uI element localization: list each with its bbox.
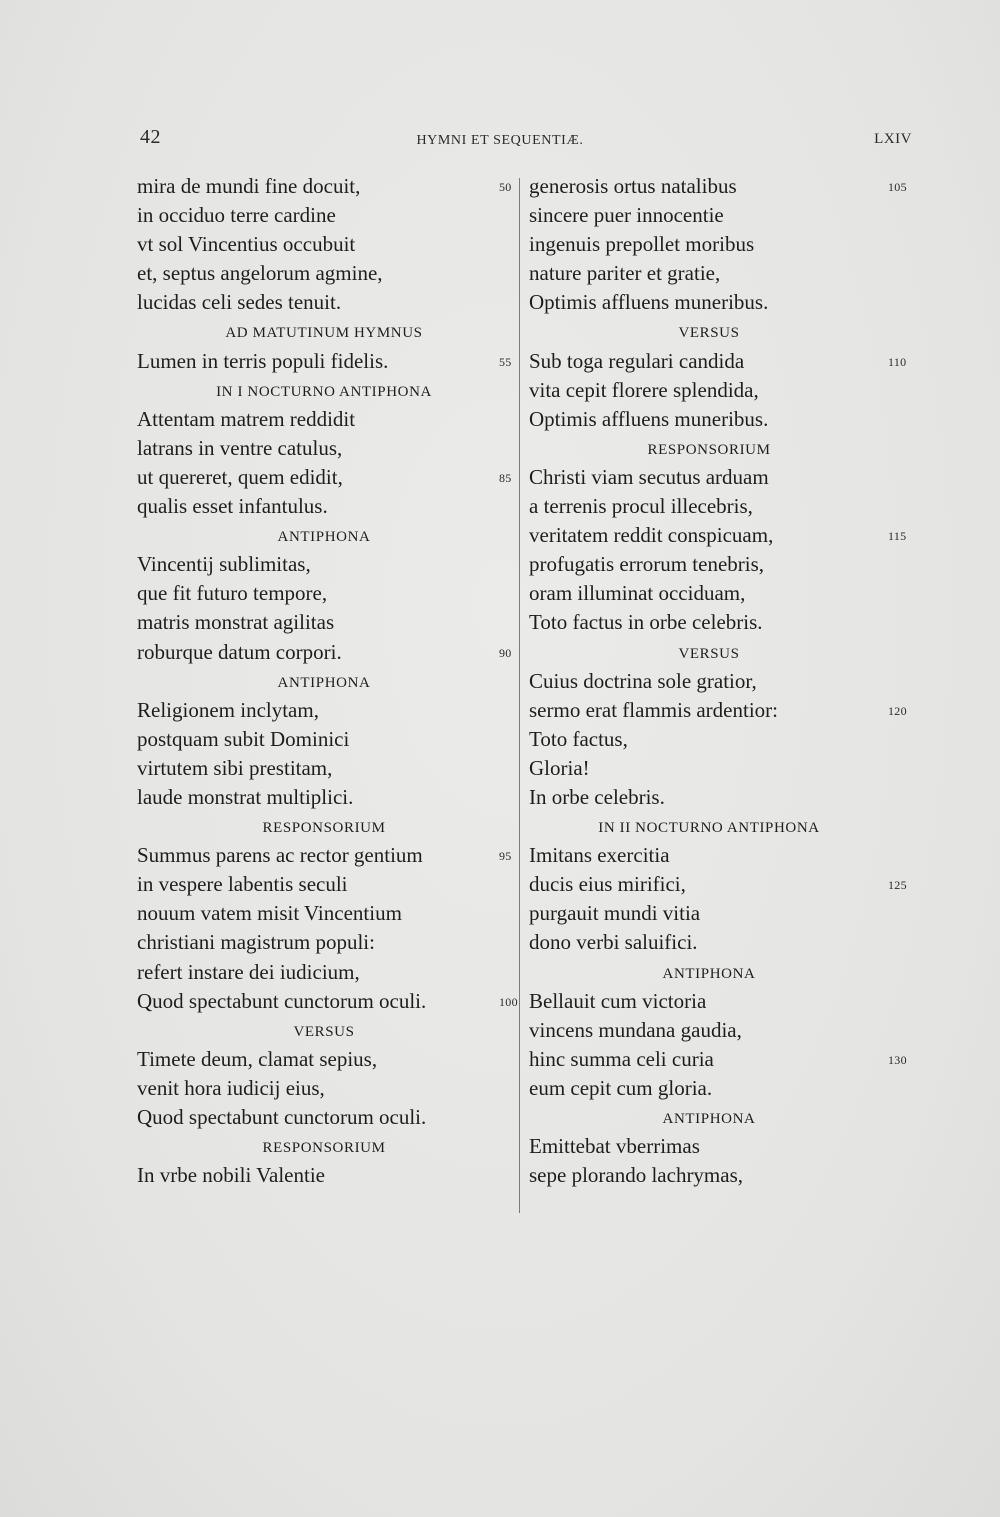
verse-line	[137, 928, 507, 957]
verse-line	[529, 521, 909, 550]
verse-text: Emittebat vberrimas	[529, 1134, 700, 1159]
right-column	[529, 172, 909, 1190]
section-heading	[137, 317, 507, 346]
verse-text: dono verbi saluifici.	[529, 930, 698, 955]
section-heading	[529, 958, 909, 987]
verse-line	[137, 347, 512, 376]
verse-line	[137, 1161, 507, 1190]
verse-line	[529, 347, 909, 376]
line-number: 95	[499, 849, 512, 864]
line-number: 125	[888, 878, 907, 893]
verse-line	[529, 928, 909, 957]
verse-line	[137, 550, 507, 579]
verse-line	[529, 1161, 909, 1190]
heading-text: RESPONSORIUM	[262, 820, 386, 837]
section-heading	[529, 317, 909, 346]
line-number: 110	[888, 354, 907, 369]
line-number: 55	[499, 354, 512, 369]
verse-line	[137, 259, 507, 288]
verse-text: ingenuis prepollet moribus	[529, 232, 755, 257]
verse-line	[529, 579, 909, 608]
verse-line	[137, 230, 507, 259]
heading-text: VERSUS	[678, 325, 740, 342]
section-heading	[529, 434, 909, 463]
line-number: 115	[888, 529, 907, 544]
verse-line	[529, 725, 909, 754]
verse-line	[529, 667, 909, 696]
verse-text: que fit futuro tempore,	[137, 581, 328, 606]
section-heading	[529, 1103, 909, 1132]
verse-line	[137, 608, 507, 637]
verse-line	[529, 550, 909, 579]
verse-text: Lumen in terris populi fidelis.	[137, 348, 389, 373]
section-heading	[529, 812, 909, 841]
verse-text: Toto factus in orbe celebris.	[529, 610, 763, 635]
verse-line	[529, 172, 909, 201]
verse-text: laude monstrat multiplici.	[137, 784, 354, 809]
verse-text: nouum vatem misit Vincentium	[137, 901, 402, 926]
verse-line	[137, 434, 507, 463]
verse-text: Summus parens ac rector gentium	[137, 843, 423, 868]
line-number: 90	[499, 645, 512, 660]
section-heading	[137, 521, 507, 550]
verse-text: In vrbe nobili Valentie	[137, 1163, 325, 1188]
verse-text: nature pariter et gratie,	[529, 261, 721, 286]
heading-text: RESPONSORIUM	[262, 1140, 386, 1157]
verse-line	[137, 492, 507, 521]
heading-text: RESPONSORIUM	[647, 441, 771, 458]
section-heading	[137, 376, 507, 405]
verse-text: profugatis errorum tenebris,	[529, 552, 765, 577]
verse-text: Toto factus,	[529, 726, 628, 751]
verse-line	[529, 405, 909, 434]
verse-line	[137, 1045, 507, 1074]
line-number: 100	[499, 994, 518, 1009]
verse-text: sincere puer innocentie	[529, 203, 724, 228]
verse-line	[137, 201, 507, 230]
verse-text: Bellauit cum victoria	[529, 988, 707, 1013]
verse-line	[137, 783, 507, 812]
running-title: HYMNI ET SEQUENTIÆ.	[416, 133, 584, 148]
verse-line	[529, 1045, 909, 1074]
verse-line	[529, 1132, 909, 1161]
verse-line	[529, 754, 909, 783]
verse-text: sermo erat flammis ardentior:	[529, 697, 778, 722]
heading-text: IN II NOCTURNO ANTIPHONA	[598, 820, 820, 837]
heading-text: IN I NOCTURNO ANTIPHONA	[216, 383, 432, 400]
verse-text: ducis eius mirifici,	[529, 872, 686, 897]
verse-text: Imitans exercitia	[529, 843, 670, 868]
verse-text: sepe plorando lachrymas,	[529, 1163, 744, 1188]
verse-line	[529, 870, 909, 899]
section-heading	[137, 667, 507, 696]
verse-text: vincens mundana gaudia,	[529, 1017, 742, 1042]
verse-text: Gloria!	[529, 755, 590, 780]
item-number: LXIV	[874, 131, 912, 147]
line-number: 105	[888, 180, 907, 194]
verse-text: Christi viam secutus arduam	[529, 464, 769, 489]
verse-text: hinc summa celi curia	[529, 1046, 714, 1071]
page-number: 42	[140, 126, 161, 148]
verse-text: purgauit mundi vitia	[529, 901, 701, 926]
verse-text: vita cepit florere splendida,	[529, 377, 759, 402]
verse-text: Religionem inclytam,	[137, 697, 319, 722]
verse-text: lucidas celi sedes tenuit.	[137, 290, 342, 315]
verse-line	[529, 288, 909, 317]
verse-line	[529, 1016, 909, 1045]
verse-text: Optimis affluens muneribus.	[529, 406, 769, 431]
heading-text: ANTIPHONA	[662, 1111, 756, 1127]
verse-line	[529, 259, 909, 288]
section-heading	[137, 1132, 507, 1161]
line-number: 120	[888, 703, 907, 718]
verse-text: in vespere labentis seculi	[137, 872, 348, 897]
verse-line	[529, 899, 909, 928]
verse-line	[137, 754, 507, 783]
verse-line	[529, 1074, 909, 1103]
section-heading	[137, 812, 507, 841]
verse-line	[137, 987, 518, 1016]
verse-text: venit hora iudicij eius,	[137, 1075, 325, 1100]
verse-text: virtutem sibi prestitam,	[137, 755, 333, 780]
verse-text: Optimis affluens muneribus.	[529, 290, 769, 315]
verse-line	[529, 376, 909, 405]
verse-line	[529, 841, 909, 870]
verse-text: mira de mundi fine docuit,	[137, 174, 361, 198]
verse-line	[529, 492, 909, 521]
verse-line	[137, 638, 512, 667]
verse-line	[137, 288, 507, 317]
verse-line	[529, 608, 909, 637]
verse-line	[137, 841, 512, 870]
verse-text: et, septus angelorum agmine,	[137, 261, 383, 286]
heading-text: AD MATUTINUM HYMNUS	[225, 325, 423, 342]
verse-text: Quod spectabunt cunctorum oculi.	[137, 988, 427, 1013]
line-number: 85	[499, 470, 512, 485]
verse-text: oram illuminat occiduam,	[529, 581, 746, 606]
verse-text: veritatem reddit conspicuam,	[529, 523, 774, 548]
verse-text: vt sol Vincentius occubuit	[137, 232, 356, 257]
verse-line	[137, 172, 512, 201]
verse-text: Attentam matrem reddidit	[137, 406, 356, 431]
verse-text: roburque datum corpori.	[137, 639, 342, 664]
verse-line	[529, 463, 909, 492]
verse-line	[137, 899, 507, 928]
verse-text: Sub toga regulari candida	[529, 348, 745, 373]
verse-line	[529, 230, 909, 259]
verse-text: christiani magistrum populi:	[137, 930, 375, 955]
verse-text: Vincentij sublimitas,	[137, 552, 311, 577]
verse-line	[529, 696, 909, 725]
verse-text: Cuius doctrina sole gratior,	[529, 668, 757, 693]
verse-line	[137, 696, 507, 725]
verse-line	[137, 958, 507, 987]
verse-line	[529, 201, 909, 230]
section-heading	[529, 638, 909, 667]
heading-text: VERSUS	[678, 645, 740, 662]
verse-text: postquam subit Dominici	[137, 726, 350, 751]
verse-line	[137, 725, 507, 754]
verse-text: qualis esset infantulus.	[137, 494, 328, 519]
verse-line	[137, 1074, 507, 1103]
verse-text: generosis ortus natalibus	[529, 174, 737, 198]
verse-line	[529, 987, 909, 1016]
verse-text: In orbe celebris.	[529, 784, 665, 809]
verse-text: Timete deum, clamat sepius,	[137, 1046, 378, 1071]
verse-line	[137, 463, 512, 492]
heading-text: VERSUS	[293, 1023, 355, 1040]
verse-line	[137, 405, 507, 434]
verse-text: latrans in ventre catulus,	[137, 435, 343, 460]
verse-line	[137, 870, 507, 899]
verse-text: eum cepit cum gloria.	[529, 1075, 713, 1100]
left-column	[137, 172, 518, 1190]
heading-text: ANTIPHONA	[277, 529, 371, 546]
heading-text: ANTIPHONA	[277, 674, 371, 691]
line-number: 130	[888, 1052, 907, 1067]
verse-text: matris monstrat agilitas	[137, 610, 335, 635]
verse-line	[137, 579, 507, 608]
verse-line	[137, 1103, 507, 1132]
verse-text: ut quereret, quem edidit,	[137, 464, 343, 489]
section-heading	[137, 1016, 507, 1045]
line-number: 50	[499, 180, 512, 194]
verse-text: refert instare dei iudicium,	[137, 959, 360, 984]
verse-text: a terrenis procul illecebris,	[529, 494, 753, 519]
verse-text: Quod spectabunt cunctorum oculi.	[137, 1105, 427, 1129]
verse-line	[529, 783, 909, 812]
heading-text: ANTIPHONA	[662, 965, 756, 982]
verse-text: in occiduo terre cardine	[137, 203, 336, 228]
